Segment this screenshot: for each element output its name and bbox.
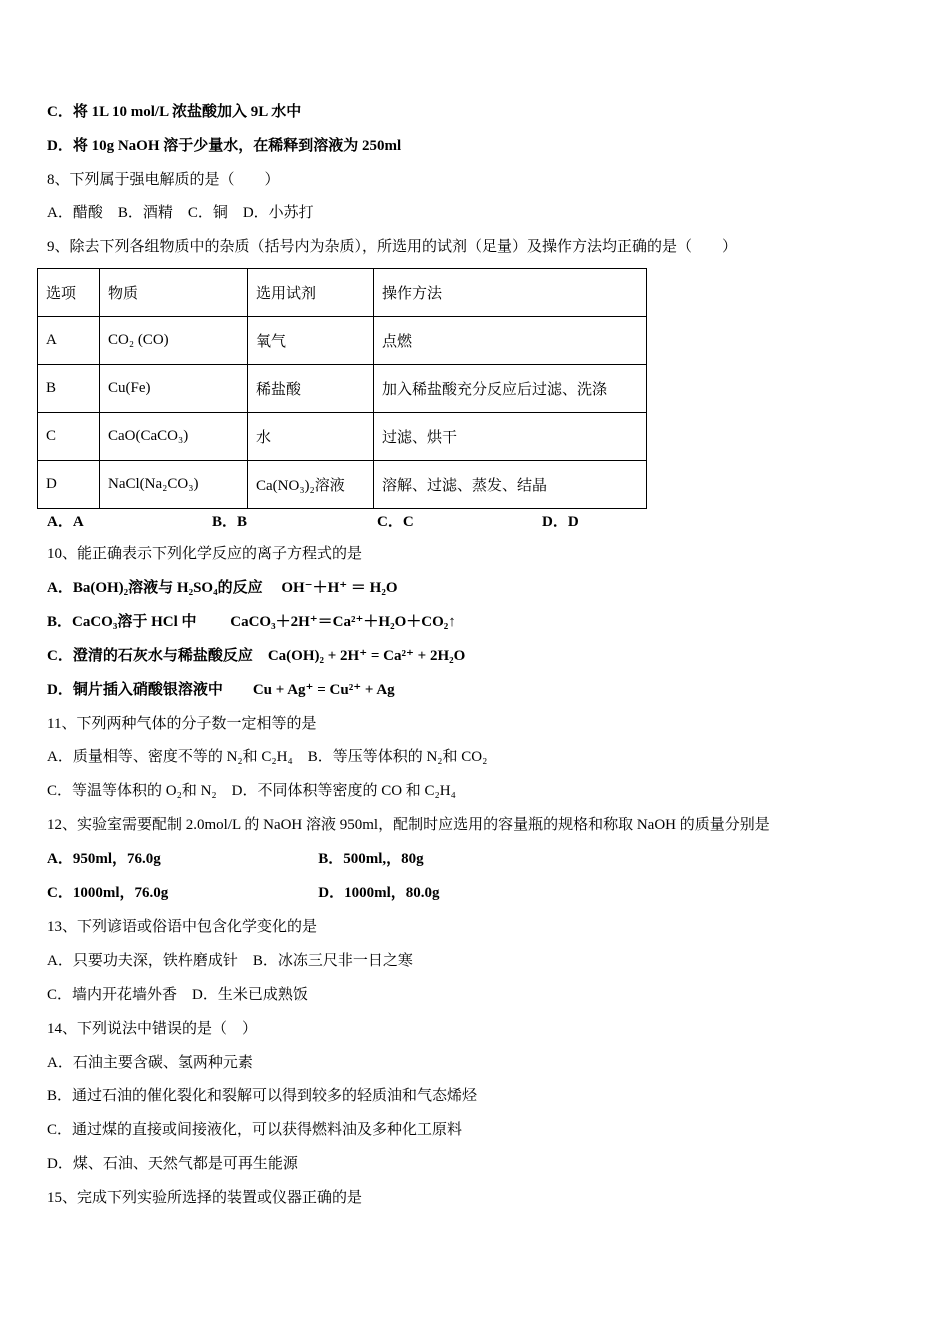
- table-header: 物质: [100, 269, 248, 317]
- text-line: 10、能正确表示下列化学反应的离子方程式的是: [47, 546, 363, 562]
- table-header: 操作方法: [374, 269, 647, 317]
- text-line: A．质量相等、密度不等的 N₂和 C₂H₄ B．等压等体积的 N₂和 CO₂: [47, 749, 488, 766]
- table-cell: Ca(NO₃)₂溶液: [248, 461, 374, 509]
- text-line: 8、下列属于强电解质的是（ ）: [47, 171, 280, 188]
- table-cell: NaCl(Na₂CO₃): [100, 461, 248, 509]
- table-cell: B: [38, 365, 100, 413]
- table-cell: CaO(CaCO₃): [100, 413, 248, 461]
- table-cell: 加入稀盐酸充分反应后过滤、洗涤: [374, 365, 647, 413]
- text-line: 13、下列谚语或俗语中包含化学变化的是: [47, 918, 318, 935]
- table-header: 选用试剂: [248, 269, 374, 317]
- table-cell: 稀盐酸: [248, 365, 374, 413]
- table-header-row: [38, 269, 647, 317]
- text-line: 11、下列两种气体的分子数一定相等的是: [47, 715, 317, 732]
- table-cell: 过滤、烘干: [374, 413, 647, 461]
- table-row: [38, 461, 647, 509]
- text-line: D．将 10g NaOH 溶于少量水，在稀释到溶液为 250ml: [47, 137, 402, 154]
- text-line: C．将 1L 10 mol/L 浓盐酸加入 9L 水中: [47, 104, 302, 120]
- table-cell: 氧气: [248, 317, 374, 365]
- table-cell: Cu(Fe): [100, 365, 248, 413]
- text-line: 9、除去下列各组物质中的杂质（括号内为杂质），所选用的试剂（足量）及操作方法均正确的是（ ）: [47, 239, 738, 256]
- text-line: A．只要功夫深，铁杵磨成针 B．冰冻三尺非一日之寒: [47, 952, 413, 969]
- text-line: 12、实验室需要配制 2.0mol/L 的 NaOH 溶液 950ml，配制时应选用的容量瓶的规格和称取 NaOH 的质量分别是: [47, 817, 770, 834]
- table-cell: A: [38, 317, 100, 365]
- text-line: A．950ml，76.0g B．500ml,，80g: [47, 851, 424, 868]
- table-cell: CO₂ (CO): [100, 317, 248, 365]
- q9-option-b: B．B: [212, 514, 248, 530]
- text-line: A．醋酸 B．酒精 C．铜 D．小苏打: [47, 205, 314, 222]
- text-line: C．等温等体积的 O₂和 N₂ D．不同体积等密度的 CO 和 C₂H₄: [47, 783, 456, 800]
- text-line: C．墙内开花墙外香 D．生米已成熟饭: [47, 986, 308, 1003]
- table-row: [38, 413, 647, 461]
- table-cell: D: [38, 461, 100, 509]
- q9-table: [37, 268, 647, 509]
- table-cell: C: [38, 413, 100, 461]
- q9-option-a: A．A: [47, 514, 84, 530]
- text-line: 15、完成下列实验所选择的装置或仪器正确的是: [47, 1190, 363, 1207]
- text-line: D．煤、石油、天然气都是可再生能源: [47, 1156, 298, 1173]
- text-line: B．CaCO₃溶于 HCl 中 CaCO₃＋2H⁺＝Ca²⁺＋H₂O＋CO₂↑: [47, 613, 456, 630]
- text-line: C．澄清的石灰水与稀盐酸反应 Ca(OH)₂ + 2H⁺ = Ca²⁺ + 2H₂O: [47, 647, 466, 664]
- text-line: A．石油主要含碳、氢两种元素: [47, 1054, 253, 1071]
- table-cell: 水: [248, 413, 374, 461]
- text-line: C．通过煤的直接或间接液化，可以获得燃料油及多种化工原料: [47, 1122, 463, 1139]
- q9-option-d: D．D: [542, 514, 579, 530]
- table-cell: 溶解、过滤、蒸发、结晶: [374, 461, 647, 509]
- text-line: D．铜片插入硝酸银溶液中 Cu + Ag⁺ = Cu²⁺ + Ag: [47, 681, 395, 698]
- q9-option-c: C．C: [377, 514, 414, 530]
- text-line: B．通过石油的催化裂化和裂解可以得到较多的轻质油和气态烯烃: [47, 1088, 478, 1105]
- text-line: C．1000ml，76.0g D．1000ml，80.0g: [47, 885, 440, 901]
- table-header: 选项: [38, 269, 100, 317]
- text-line: A．Ba(OH)₂溶液与 H₂SO₄的反应 OH⁻＋H⁺ ＝ H₂O: [47, 579, 398, 596]
- text-line: 14、下列说法中错误的是（ ）: [47, 1020, 258, 1037]
- table-row: [38, 317, 647, 365]
- table-cell: 点燃: [374, 317, 647, 365]
- table-row: [38, 365, 647, 413]
